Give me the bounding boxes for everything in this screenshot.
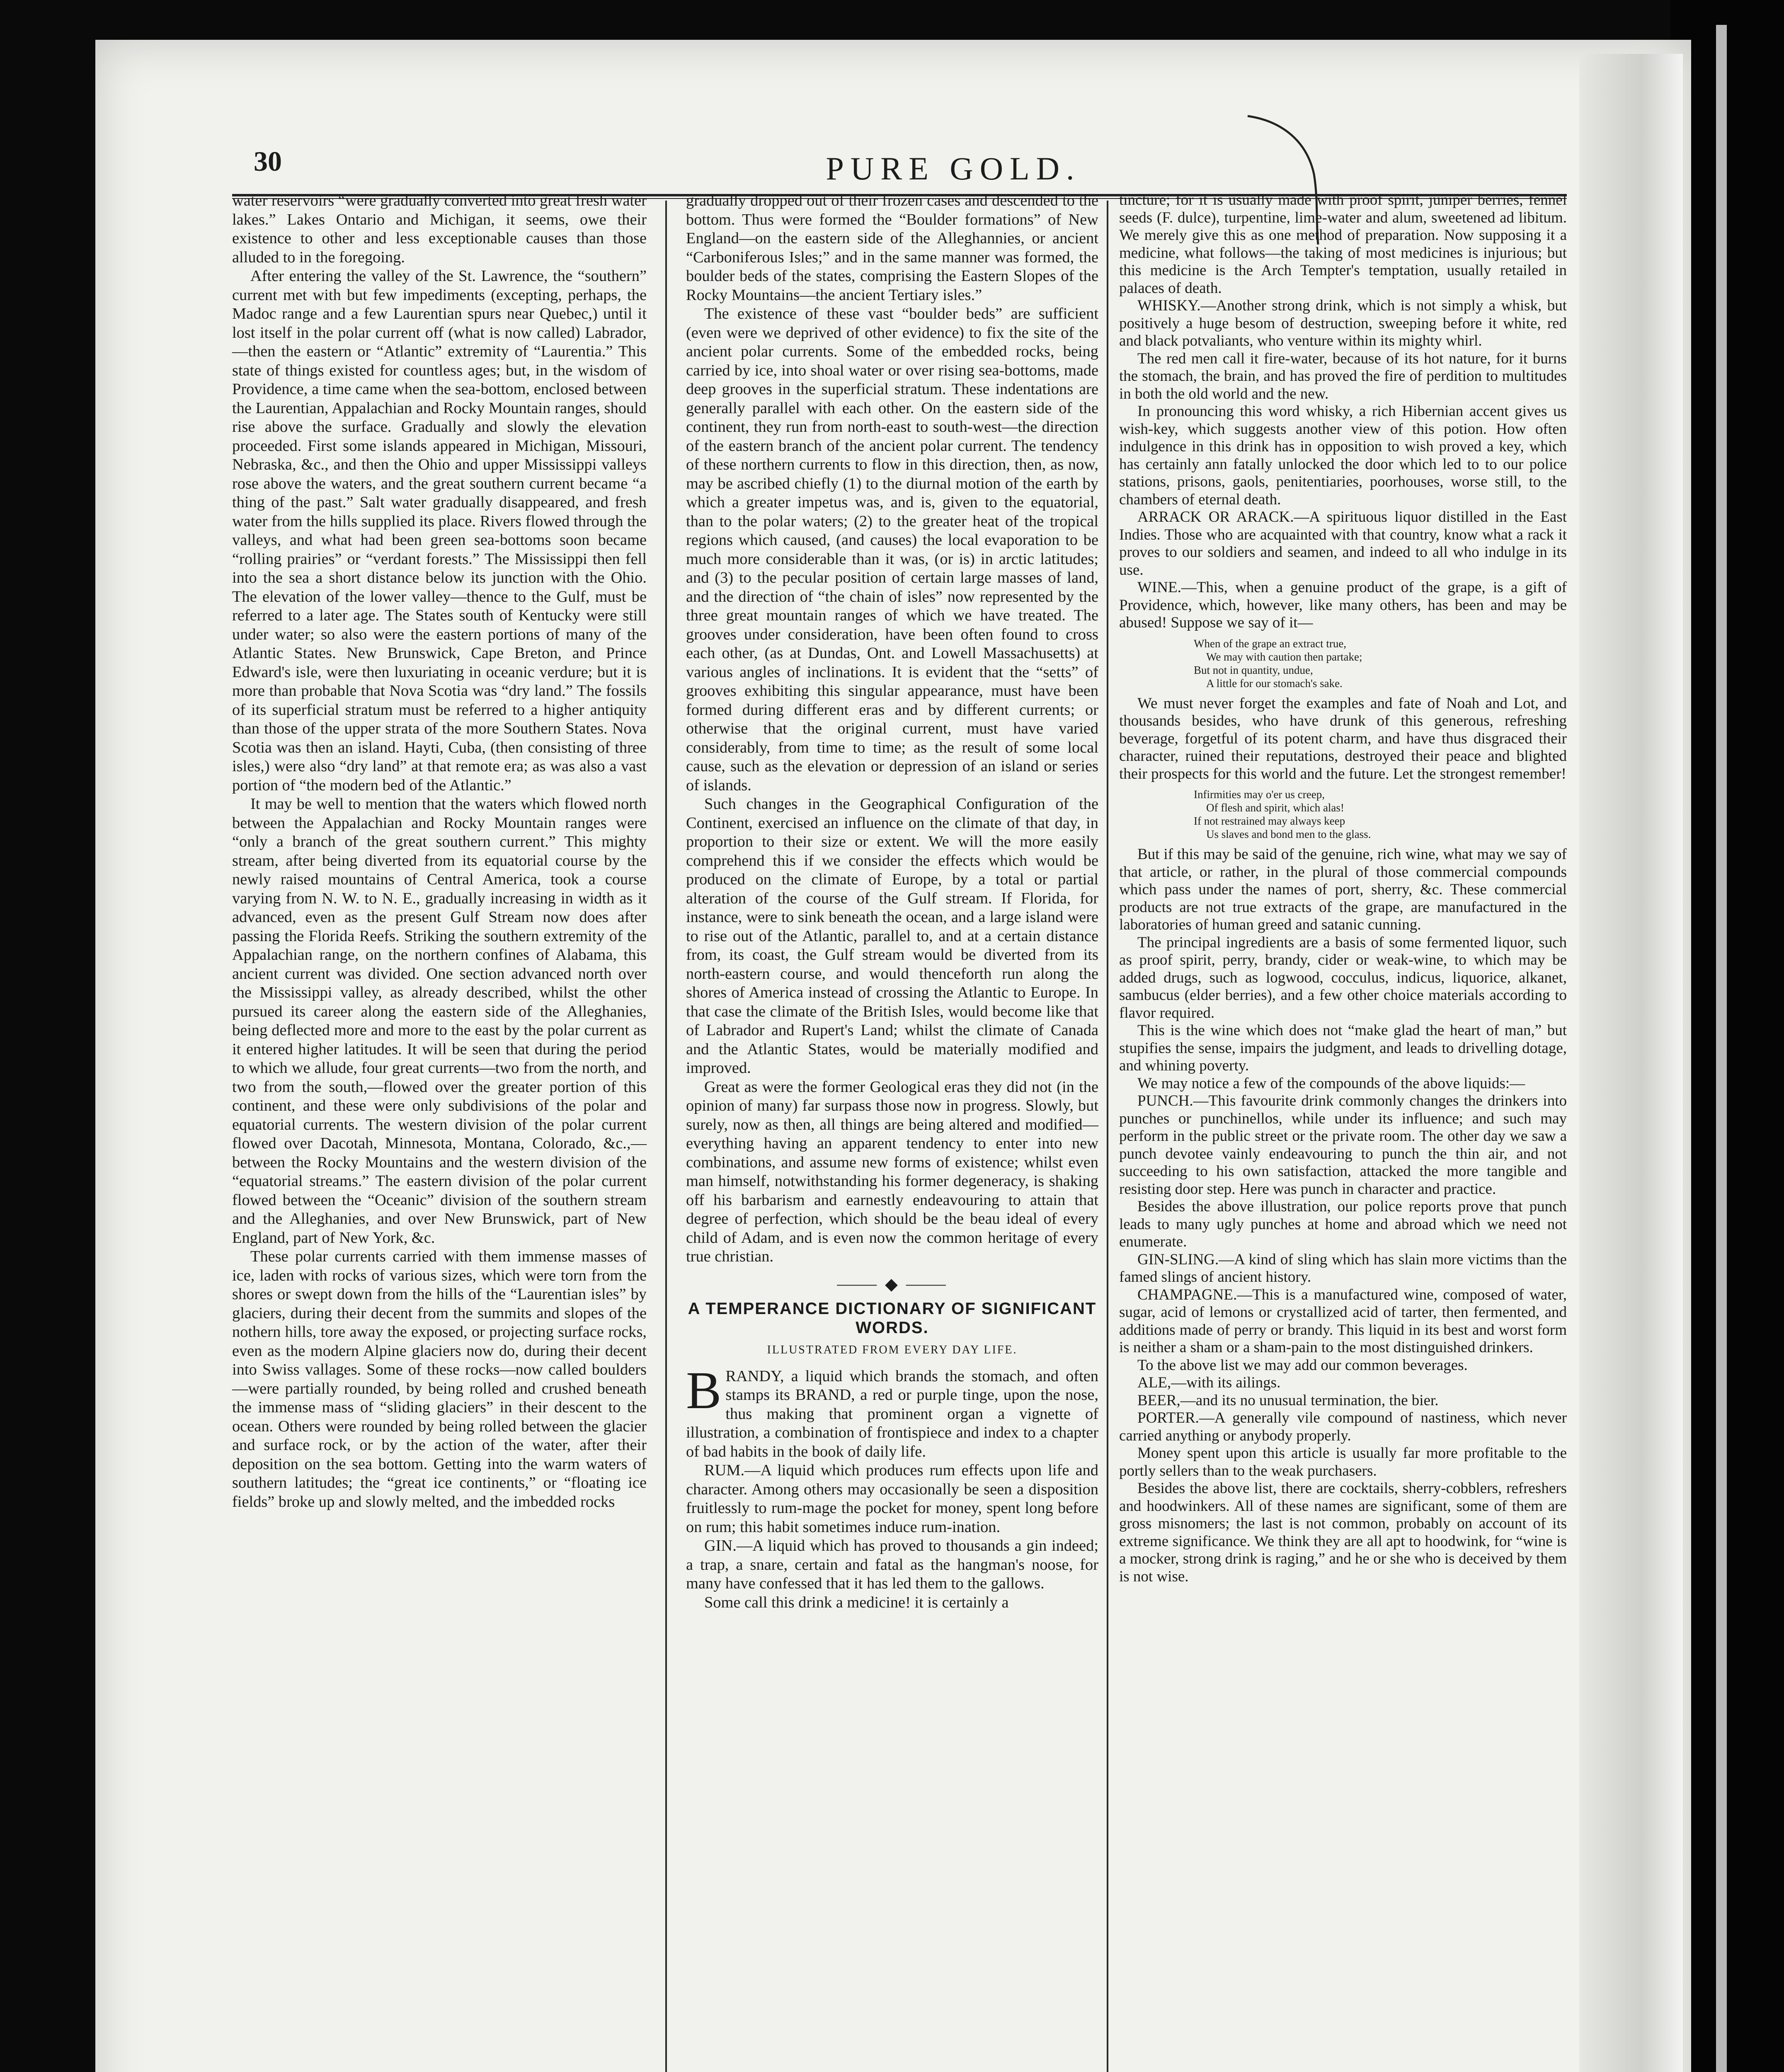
column-divider-2 — [1107, 201, 1108, 2072]
verse-line: Infirmities may o'er us creep, — [1194, 788, 1325, 801]
entry-porter: PORTER.—A generally vile compound of nastiness, which never carried anything or anybody properly. — [1119, 1409, 1567, 1444]
column-3 — [1119, 191, 1567, 1585]
verse-1 — [1194, 637, 1567, 690]
column-1 — [232, 191, 647, 1511]
verse-line: If not restrained may always keep — [1194, 815, 1345, 827]
drop-cap: B — [686, 1360, 722, 1420]
paragraph: Great as were the former Geological eras they did not (in the opinion of many) far surpass those now in progress. Slowly, but surely, now as then, all things are being altered and modified—everything having an apparent tendency to enter into new combinations, and assume new forms of existence; whilst even man himself, notwithstanding his former degeneracy, is shaking off his barbarism and earnestly endeavouring to attain that degree of perfection, which should be the beau ideal of every child of Adam, and is even now the common heritage of every true christian. — [686, 1078, 1098, 1265]
verse-line: Of flesh and spirit, which alas! — [1206, 801, 1344, 814]
verse-line: We may with caution then partake; — [1206, 650, 1362, 663]
paragraph: It may be well to mention that the waters which flowed north between the Appalachian and Rocky Mountain ranges were “only a branch of the great southern current.” This mighty stream, after being diverted from its equatorial course by the newly raised mountains of Central America, took a course varying from N. W. to N. E., gradually increasing in width as it advanced, even as the present Gulf Stream now does after passing the Florida Reefs. Striking the southern extremity of the Appalachian range, on the northern confines of Alabama, this ancient current was divided. One section advanced north over the Mississippi valley, as already described, whilst the other pursued its career along the eastern side of the Alleghanies, being deflected more and more to the east by the polar current as it entered higher latitudes. It will be seen that during the period to which we allude, four great currents—two from the north, and two from the south,—flowed over the greater portion of this continent, and these were only subdivisions of the polar and equatorial currents. The western division of the polar current flowed over Dacotah, Minnesota, Montana, Colorado, &c.,—between the Rocky Mountains and the western division of the “equatorial streams.” The eastern division of the polar current flowed between the “Oceanic” division of the southern stream and the Alleghanies, and over New Brunswick, part of New England, part of New York, &c. — [232, 795, 647, 1247]
paragraph: Money spent upon this article is usually far more profitable to the portly sellers than to the weak purchasers. — [1119, 1445, 1567, 1479]
entry-brandy: RANDY, a liquid which brands the stomach, and often stamps its BRAND, a red or purple tinge, upon the nose, thus making that prominent organ a vignette of illustration, a combination of frontispiece and index to a chapter of bad habits in the book of daily life. — [686, 1367, 1098, 1460]
page-fold-edge — [1579, 54, 1683, 2072]
entry-wine: WINE.—This, when a genuine product of the grape, is a gift of Providence, which, however, like many others, has been and may be abused! Suppose we say of it— — [1119, 579, 1567, 631]
paragraph: These polar currents carried with them immense masses of ice, laden with rocks of various sizes, which were torn from the shores or swept down from the hills of the “Laurentian isles” by glaciers, during their decent from the summits and slopes of the nothern hills, tore away the exposed, or projecting surface rocks, even as the modern Alpine glaciers now do, during their decent into Swiss vallages. Some of these rocks—now called boulders—were partially rounded, by being rolled and crushed beneath the immense mass of “sliding glaciers” in their descent to the ocean. Others were rounded by being rolled between the glacier and surface rock, or by the action of the water, after their deposition on the sea bottom. Getting into the warm waters of southern latitudes; the “great ice continents,” or “floating ice fields” broke up and slowly melted, and the imbedded rocks — [232, 1248, 647, 1510]
paragraph: In pronouncing this word whisky, a rich Hibernian accent gives us wish-key, which suggests another view of this potion. How often indulgence in this drink has in opposition to wish proved a key, which has certainly ann fatally unlocked the door which led to to our police stations, prisons, gaols, penitentiaries, poorhouses, worse still, to the chambers of eternal death. — [1119, 403, 1567, 508]
column-divider-1 — [665, 201, 667, 2072]
paragraph: The red men call it fire-water, because of its hot nature, for it burns the stomach, the brain, and has proved the fire of perdition to multitudes in both the old world and the new. — [1119, 350, 1567, 402]
article-subtitle: ILLUSTRATED FROM EVERY DAY LIFE. — [767, 1343, 1018, 1356]
column-2 — [686, 191, 1098, 1612]
paragraph: Besides the above list, there are cocktails, sherry-cobblers, refreshers and hoodwinkers. All of these names are significant, some of them are gross misnomers; the last is not common, probably on account of its extreme significance. We think they are all apt to hoodwink, for “wine is a mocker, strong drink is raging,” and he or she who is deceived by them is not wise. — [1119, 1480, 1567, 1585]
verse-2 — [1194, 788, 1567, 841]
running-head: PURE GOLD. — [826, 150, 1081, 186]
entry-ale: ALE,—with its ailings. — [1137, 1374, 1281, 1391]
entry-champagne: CHAMPAGNE.—This is a manufactured wine, composed of water, sugar, acid of lemons or crystallized acid of tarter, then fermented, and additions made of perry or brandy. This liquid in its best and worst form is neither a sham or a sham-pain to the most distinguished drinkers. — [1119, 1286, 1567, 1356]
entry-beer: BEER,—and its no unusual termination, the bier. — [1137, 1392, 1439, 1409]
entry-rum: RUM.—A liquid which produces rum effects upon life and character. Among others may occasionally be seen a disposition fruitlessly to rum-mage the pocket for money, spent long before on rum; this habit sometimes induce rum-ination. — [686, 1462, 1098, 1536]
verse-line: A little for our stomach's sake. — [1206, 677, 1343, 690]
verse-line: Us slaves and bond men to the glass. — [1206, 828, 1371, 840]
entry-gin-sling: GIN-SLING.—A kind of sling which has slain more victims than the famed slings of ancient history. — [1119, 1251, 1567, 1285]
paragraph: water reservoirs “were gradually converted into great fresh water lakes.” Lakes Ontario and Michigan, it seems, owe their existence to other and less exceptionable causes than those alluded to in the foregoing. — [232, 192, 647, 266]
paragraph: gradually dropped out of their frozen cases and descended to the bottom. Thus were formed the “Boulder formations” of New England—on the eastern side of the Alleghannies, or ancient “Carboniferous Isles;” and in the same manner was formed, the boulder beds of the states, comprising the Eastern Slopes of the Rocky Mountains—the ancient Tertiary isles.” — [686, 192, 1098, 304]
paragraph: After entering the valley of the St. Lawrence, the “southern” current met with but few impediments (excepting, perhaps, the Madoc range and a few Laurentian spurs near Quebec,) until it lost itself in the polar current off (what is now called) Labrador,—then the eastern or “Atlantic” extremity of “Laurentia.” This state of things existed for countless ages; but, in the wisdom of Providence, a time came when the sea-bottom, enclosed between the Laurentian, Appalachian and Rocky Mountain ranges, should rise above the surface. Gradually and slowly the elevation proceeded. First some islands appeared in Michigan, Missouri, Nebraska, &c., and then the Ohio and upper Mississippi valleys rose above the waters, and the great southern current became “a thing of the past.” Salt water gradually disappeared, and fresh water from the hills supplied its place. Rivers flowed through the valleys, and what had been green sea-bottoms soon became “rolling prairies” or “verdant forests.” The Mississippi then fell into the sea a short distance below its junction with the Ohio. The elevation of the lower valley—thence to the Gulf, must be referred to a later age. The States south of Kentucky were still under water; so also were the eastern portions of many of the Atlantic States. New Brunswick, Cape Breton, and Prince Edward's isle, were then luxuriating in oceanic verdure; but it is more than probable that Nova Scotia was “dry land.” The fossils of its superficial stratum must be referred to a higher antiquity than those of the upper strata of the more Southern States. Nova Scotia was then an island. Hayti, Cuba, (then consisting of three isles,) were also “dry land” at that remote era; as was also a vast portion of “the modern bed of the Atlantic.” — [232, 267, 647, 794]
paragraph: We may notice a few of the compounds of the above liquids:— — [1137, 1075, 1525, 1092]
entry-whisky: WHISKY.—Another strong drink, which is not simply a whisk, but positively a huge besom of destruction, sweeping before it white, red and black potvaliants, who venture within its mighty whirl. — [1119, 297, 1567, 349]
verse-line: When of the grape an extract true, — [1194, 637, 1347, 650]
page-number: 30 — [254, 145, 282, 177]
entry-gin: GIN.—A liquid which has proved to thousands a gin indeed; a trap, a snare, certain and fatal as the hangman's noose, for many have confessed that it has led them to the gallows. — [686, 1537, 1098, 1592]
section-ornament: ⸻ ◆ ⸻ — [836, 1274, 948, 1293]
entry-punch: PUNCH.—This favourite drink commonly changes the drinkers into punches or punchinellos, while under its influence; and such may perform in the public street or the private room. The other day we saw a punch devotee vainly endeavouring to punch the thin air, and not succeeding to his own satisfaction, attacked the more tangible and resisting door step. Here was punch in character and practice. — [1119, 1092, 1567, 1198]
paragraph: Some call this drink a medicine! it is certainly a — [704, 1593, 1009, 1611]
entry-arrack: ARRACK OR ARACK.—A spirituous liquor distilled in the East Indies. Those who are acquainted with that country, know what a rack it proves to our soldiers and seamen, and indeed to all who indulge in its use. — [1119, 508, 1567, 579]
article-first-paragraph — [686, 1360, 1098, 1462]
paragraph: But if this may be said of the genuine, rich wine, what may we say of that article, or rather, in the plural of those commercial compounds which pass under the names of port, sherry, &c. These commercial products are not true extracts of the grape, are manufactured in the laboratories of human greed and satanic cunning. — [1119, 846, 1567, 933]
paragraph: We must never forget the examples and fate of Noah and Lot, and thousands besides, who have drunk of this generous, refreshing beverage, forgetful of its potent charm, and have thus disgraced their character, ruined their reputations, destroyed their peace and blighted their prospects for this world and the future. Let the strongest remember! — [1119, 695, 1567, 782]
film-edge-strip — [1716, 25, 1727, 2072]
paragraph: This is the wine which does not “make glad the heart of man,” but stupifies the sense, impairs the judgment, and leads to drivelling dotage, and whining poverty. — [1119, 1022, 1567, 1074]
paragraph: tincture; for it is usually made with proof spirit, juniper berries, fennel seeds (F. dulce), turpentine, lime-water and alum, sweetened ad libitum. We merely give this as one method of preparation. Now supposing it a medicine, what follows—the taking of most medicines is injurious; but this medicine is the Arch Tempter's temptation, usually retailed in palaces of death. — [1119, 191, 1567, 297]
verse-line: But not in quantity, undue, — [1194, 663, 1313, 676]
paragraph: Besides the above illustration, our police reports prove that punch leads to many ugly punches at home and abroad which we need not enumerate. — [1119, 1198, 1567, 1250]
article-title: A TEMPERANCE DICTIONARY OF SIGNIFICANT WORDS. — [688, 1300, 1097, 1337]
paragraph: The principal ingredients are a basis of some fermented liquor, such as proof spirit, perry, brandy, cider or weak-wine, to which may be added drugs, such as logwood, cocculus, indicus, liquorice, alkanet, sambucus (elder berries), and a few other choice materials according to flavor required. — [1119, 934, 1567, 1021]
paragraph: The existence of these vast “boulder beds” are sufficient (even were we deprived of other evidence) to fix the site of the ancient polar currents. Some of the embedded rocks, being carried by ice, into shoal water or over rising sea-bottoms, made deep grooves in the superficial stratum. These indentations are generally parallel with each other. On the eastern side of the continent, they run from north-east to south-west—the direction of the eastern branch of the ancient polar current. The tendency of these northern currents to flow in this direction, then, as now, may be ascribed chiefly (1) to the diurnal motion of the earth by which a greater impetus was, and is, given to the equatorial, than to the polar waters; (2) to the greater heat of the tropical regions which caused, (and causes) the local evaporation to be much more considerable than it was, (or is) in arctic latitudes; and (3) to the pecular position of certain large masses of land, and the direction of “the chain of isles” now represented by the three great mountain ranges of which we have treated. The grooves under consideration, have been often found to cross each other, (as at Dundas, Ont. and Lowell Massachusetts) at various angles of inclinations. It is evident that the “setts” of grooves exhibiting this singular appearance, must have been formed during different eras and by different currents; or otherwise that the original current, must have varied considerably, from time to time; as the result of some local cause, such as the elevation or depression of an island or series of islands. — [686, 305, 1098, 794]
paragraph: To the above list we may add our common beverages. — [1137, 1356, 1468, 1374]
paragraph: Such changes in the Geographical Configuration of the Continent, exercised an influence on the climate of that day, in proportion to their size or extent. We will the more easily comprehend this if we consider the effects which would be produced on the climate of Europe, by a total or partial alteration of the course of the Gulf stream. If Florida, for instance, were to sink beneath the ocean, and a large island were to rise out of the Atlantic, parallel to, and at a certain distance from, its coast, the Gulf stream would be diverted from its north-eastern course, and would thenceforth run along the shores of America instead of crossing the Atlantic to Europe. In that case the climate of the British Isles, would become like that of Labrador and Rupert's Land; whilst the climate of Canada and the Atlantic States, would be materially modified and improved. — [686, 795, 1098, 1077]
